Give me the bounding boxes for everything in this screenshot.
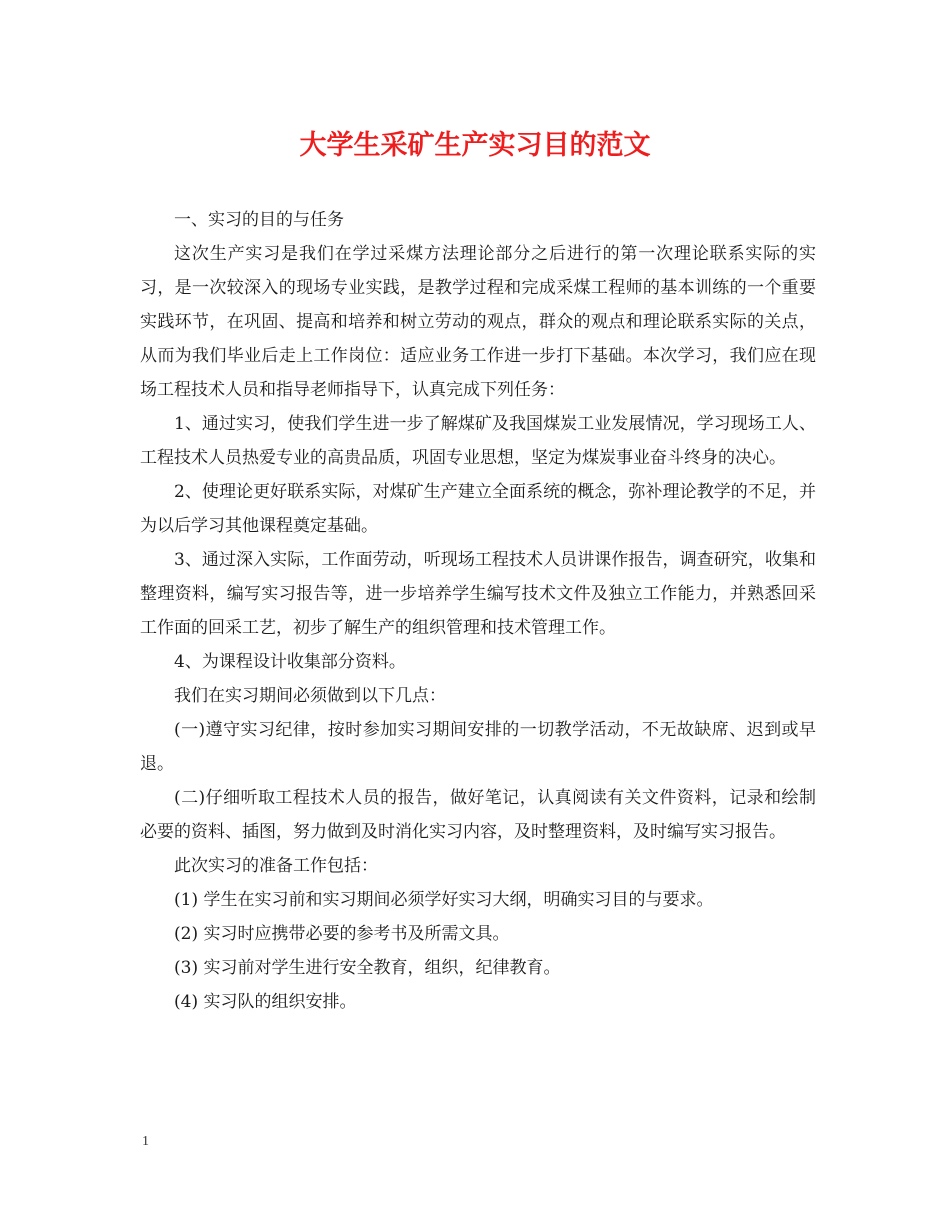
list-item: (1) 学生在实习前和实习期间必须学好实习大纲，明确实习目的与要求。	[174, 890, 714, 910]
list-item: (2) 实习时应携带必要的参考书及所需文具。	[174, 924, 510, 944]
paragraph: 1、通过实习，使我们学生进一步了解煤矿及我国煤炭工业发展情况，学习现场工人、工程技术人员热爱专业的高贵品质，巩固专业思想，坚定为煤炭事业奋斗终身的决心。	[140, 414, 816, 468]
paragraph: 此次实习的准备工作包括：	[174, 856, 378, 876]
paragraph: 我们在实习期间必须做到以下几点：	[174, 686, 446, 706]
section-heading: 一、实习的目的与任务	[174, 210, 344, 230]
list-item: (3) 实习前对学生进行安全教育，组织，纪律教育。	[174, 958, 561, 978]
document-title: 大学生采矿生产实习目的范文	[299, 130, 651, 161]
document-body	[140, 203, 816, 1019]
paragraph: (一)遵守实习纪律，按时参加实习期间安排的一切教学活动，不无故缺席、迟到或早退。	[140, 720, 816, 774]
list-item: (4) 实习队的组织安排。	[174, 992, 357, 1012]
page-number: 1	[142, 1134, 149, 1149]
paragraph: 这次生产实习是我们在学过采煤方法理论部分之后进行的第一次理论联系实际的实习，是一次较深入的现场专业实践，是教学过程和完成采煤工程师的基本训练的一个重要实践环节，在巩固、提高和培养和树立劳动的观点，群众的观点和理论联系实际的关点，从而为我们毕业后走上工作岗位：适应业务工作进一步打下基础。本次学习，我们应在现场工程技术人员和指导老师指导下，认真完成下列任务：	[140, 244, 816, 400]
paragraph: 4、为课程设计收集部分资料。	[174, 652, 406, 672]
paragraph: 3、通过深入实际，工作面劳动，听现场工程技术人员讲课作报告，调查研究，收集和整理资料，编写实习报告等，进一步培养学生编写技术文件及独立工作能力，并熟悉回采工作面的回采工艺，初步了解生产的组织管理和技术管理工作。	[140, 550, 816, 638]
paragraph: 2、使理论更好联系实际，对煤矿生产建立全面系统的概念，弥补理论教学的不足，并为以后学习其他课程奠定基础。	[140, 482, 816, 536]
paragraph: (二)仔细听取工程技术人员的报告，做好笔记，认真阅读有关文件资料，记录和绘制必要的资料、插图，努力做到及时消化实习内容，及时整理资料，及时编写实习报告。	[140, 788, 816, 842]
